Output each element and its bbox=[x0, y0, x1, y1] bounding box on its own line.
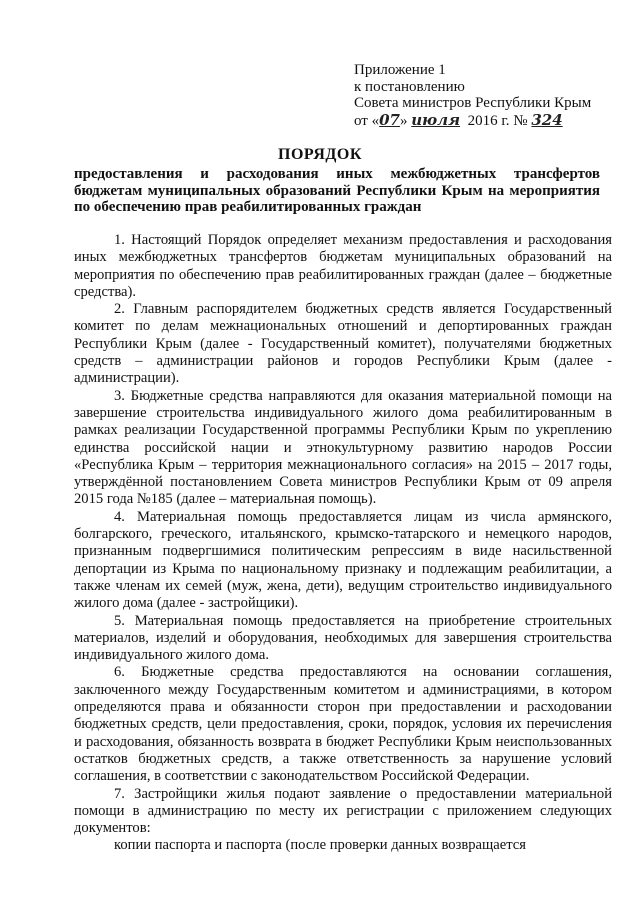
date-prefix: от « bbox=[354, 112, 380, 129]
paragraph: 3. Бюджетные средства направляются для оказания материальной помощи на завершение строительства индивидуального жилого дома реабилитированным в рамках реализации Государственной программы Республики Крым по укреплению единства российской нации и этнокультурному развитию народов России «Республика Крым – территория межнационального согласия» на 2015 – 2017 годы, утверждённой постановлением Совета министров Республики Крым от 09 апреля 2015 года №185 (далее – материальная помощь). bbox=[74, 387, 612, 508]
paragraph: копии паспорта и паспорта (после проверки данных возвращается bbox=[114, 837, 526, 854]
paragraph: 4. Материальная помощь предоставляется лицам из числа армянского, болгарского, греческого, итальянского, крымско-татарского и немецкого народов, признанным подвергшимися политическим репрессиям в виде насильственной депортации из Крыма по национальному признаку и подлежащим реабилитации, а также членам их семей (муж, жена, дети), ведущим строительство индивидуального жилого дома (далее - застройщики). bbox=[74, 508, 612, 612]
document-body bbox=[74, 232, 612, 855]
handwritten-day: 07 bbox=[379, 110, 400, 129]
paragraph: 7. Застройщики жилья подают заявление о предоставлении материальной помощи в администрацию по месту их регистрации с приложением следующих документов: bbox=[74, 785, 612, 837]
appendix-resolution-ref: к постановлению bbox=[354, 78, 465, 95]
paragraph: 5. Материальная помощь предоставляется на приобретение строительных материалов, изделий и оборудования, необходимых для завершения строительства индивидуального жилого дома. bbox=[74, 612, 612, 664]
date-year: 2016 г. № bbox=[467, 112, 528, 129]
paragraph: 6. Бюджетные средства предоставляются на основании соглашения, заключенного между Государственным комитетом и администрациями, в котором определяются права и обязанности сторон при предоставлении и расходовании бюджетных средств, цели предоставления, сроки, порядок, условия их перечисления и расходования, обязанность возврата в бюджет Республики Крым неиспользованных остатков бюджетных средств, а также ответственность за нарушение условий соглашения, в соответствии с законодательством Российской Федерации. bbox=[74, 664, 612, 785]
date-quote-close: » bbox=[399, 112, 408, 129]
document-title: ПОРЯДОК bbox=[278, 146, 362, 163]
paragraph: 2. Главным распорядителем бюджетных средств является Государственный комитет по делам межнациональных отношений и депортированных граждан Республики Крым (далее - Государственный комитет), получателями бюджетных средств – администрации районов и городов Республики Крым (далее - администрации). bbox=[74, 301, 612, 387]
paragraph: 1. Настоящий Порядок определяет механизм предоставления и расходования иных межбюджетных трансфертов бюджетам муниципальных образований на мероприятия по обеспечению прав реабилитированных граждан (далее – бюджетные средства). bbox=[74, 232, 612, 300]
document-subtitle: предоставления и расходования иных межбюджетных трансфертов бюджетам муниципальных образований Республики Крым на мероприятия по обеспечению прав реабилитированных граждан bbox=[74, 166, 600, 215]
handwritten-month: июля bbox=[411, 110, 461, 129]
appendix-date-line bbox=[354, 112, 591, 130]
appendix-header bbox=[354, 62, 591, 129]
appendix-issuer: Совета министров Республики Крым bbox=[354, 95, 592, 111]
appendix-label: Приложение 1 bbox=[354, 62, 446, 78]
handwritten-number: 324 bbox=[531, 110, 563, 129]
